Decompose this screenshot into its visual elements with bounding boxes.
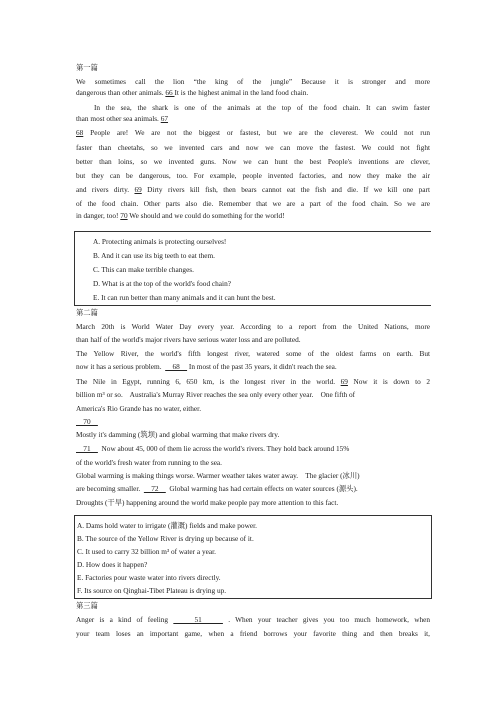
blank-71: 71 bbox=[76, 444, 98, 453]
blank-68: 68 bbox=[76, 128, 84, 137]
option-c: C. This can make terrible changes. bbox=[93, 265, 194, 274]
passage1-line: In the sea, the shark is one of the animals at the top of the food chain. It can swim faster bbox=[94, 103, 430, 112]
passage2-heading: 第二篇 bbox=[76, 308, 98, 317]
option-b: B. And it can use its big teeth to eat them. bbox=[93, 251, 215, 260]
option-f: F. Its source on Qinghai-Tibet Plateau is drying up. bbox=[77, 586, 227, 595]
passage2-line: than half of the world's major rivers have serious water loss and are polluted. bbox=[76, 335, 301, 344]
passage1-line: dangerous than other animals. 66 It is the highest animal in the land food chain. bbox=[76, 88, 309, 97]
passage3-line: Anger is a kind of feeling 51 . When your teacher gives you too much homework, when bbox=[76, 615, 430, 624]
option-a: A. Protecting animals is protecting ourselves! bbox=[93, 237, 227, 246]
blank-70: 70 bbox=[120, 211, 128, 220]
blank-51: 51 bbox=[173, 615, 223, 624]
passage2-line: Global warming is making things worse. Warmer weather takes water away. The glacier (冰川) bbox=[76, 471, 360, 480]
passage1-heading: 第一篇 bbox=[76, 63, 98, 72]
passage1-line: in danger, too! 70 We should and we could do something for the world! bbox=[76, 211, 285, 220]
passage2-line: The Nile in Egypt, running 6, 650 km, is the longest river in the world. 69 Now it is down to 2 bbox=[76, 377, 430, 386]
passage2-line: Droughts (干旱) happening around the world make people pay more attention to this fact. bbox=[76, 498, 339, 507]
passage2-line: America's Rio Grande has no water, either. bbox=[76, 404, 202, 413]
passage1-line: but they can be dangerous, too. For example, people invented factories, and now they make the air bbox=[76, 171, 430, 180]
passage2-line: The Yellow River, the world's fifth longest river, watered some of the oldest farms on earth. But bbox=[76, 349, 430, 358]
passage1-line: better than loins, so we invented guns. Now we can hunt the best People's inventions are clever, bbox=[76, 157, 430, 166]
passage3-line: your team loses an important game, when a friend borrows your favorite thing and then breaks it, bbox=[76, 629, 430, 638]
passage1-line: than most other sea animals. 67 bbox=[76, 114, 169, 123]
option-d: D. What is at the top of the world's food chain? bbox=[93, 279, 231, 288]
blank-66: 66 bbox=[165, 88, 175, 97]
passage1-options-box bbox=[74, 231, 431, 306]
option-b: B. The source of the Yellow River is drying up because of it. bbox=[77, 534, 254, 543]
blank-68: 68 bbox=[165, 362, 188, 371]
blank-69: 69 bbox=[134, 185, 142, 194]
passage2-line: March 20th is World Water Day every year. According to a report from the United Nations, more bbox=[76, 322, 430, 331]
option-d: D. How does it happen? bbox=[77, 560, 148, 569]
option-e: E. It can run better than many animals and it can hunt the best. bbox=[93, 293, 276, 302]
passage2-line: of the world's fresh water from running to the sea. bbox=[76, 458, 222, 467]
passage1-line: of the food chain. Other parts also die. Remember that we are a part of the food chain. So we are bbox=[76, 199, 430, 208]
passage1-line: We sometimes call the lion “the king of the jungle” Because it is stronger and more bbox=[76, 77, 430, 86]
passage2-line: 71 Now about 45, 000 of them lie across the world's rivers. They hold back around 15% bbox=[76, 444, 350, 453]
option-e: E. Factories pour waste water into rivers directly. bbox=[77, 573, 221, 582]
blank-72: 72 bbox=[143, 484, 166, 493]
passage2-line: are becoming smaller. 72 Global warming has had certain effects on water sources (源头). bbox=[76, 484, 358, 493]
blank-70: 70 bbox=[76, 417, 98, 426]
passage2-line: Mostly it's damming (筑坝) and global warming that make rivers dry. bbox=[76, 430, 280, 439]
passage2-line: billion m³ or so. Australia's Murray River reaches the sea only every other year. One fifth of bbox=[76, 390, 356, 399]
passage3-heading: 第三篇 bbox=[76, 601, 98, 610]
passage1-line: faster than cheetahs, so we invented cars and now we can move the fastest. We could not fight bbox=[76, 143, 430, 152]
blank-69: 69 bbox=[340, 377, 348, 386]
passage1-line: 68 People are! We are not the biggest or fastest, but we are the cleverest. We could not run bbox=[76, 128, 430, 137]
option-a: A. Dams hold water to irrigate (灌溉) fields and make power. bbox=[77, 521, 257, 530]
passage1-line: and rivers dirty. 69 Dirty rivers kill fish, then bears cannot eat the fish and die. If we kill one part bbox=[76, 185, 430, 194]
option-c: C. It used to carry 32 billion m³ of water a year. bbox=[77, 547, 216, 556]
passage2-line: now it has a serious problem. 68 In most of the past 35 years, it didn't reach the sea. bbox=[76, 362, 337, 371]
passage2-options-box bbox=[74, 515, 432, 599]
blank-67: 67 bbox=[160, 114, 169, 123]
